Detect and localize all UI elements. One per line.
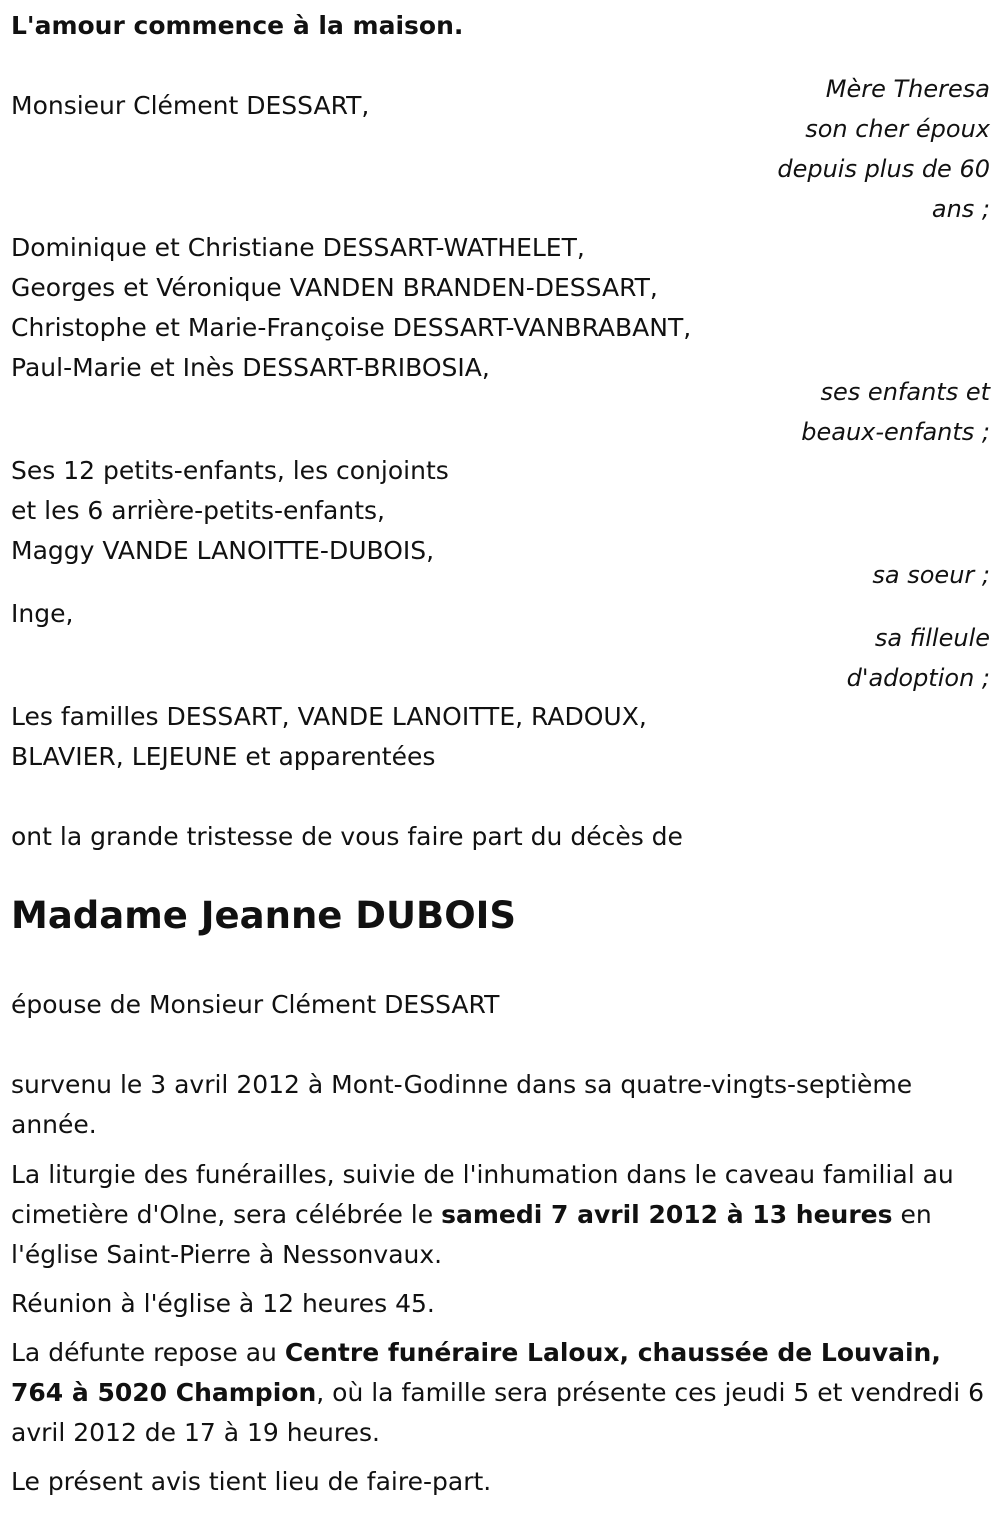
motto: L'amour commence à la maison.: [11, 11, 464, 40]
spouse-line: épouse de Monsieur Clément DESSART: [11, 990, 500, 1019]
goddaughter-role-line: d'adoption ;: [846, 664, 990, 692]
child-couple: Georges et Véronique VANDEN BRANDEN-DESSART,: [11, 273, 658, 302]
funeral-text-before: La liturgie des funérailles, suivie de l'inhumation dans le caveau familial au cimetière d'Olne, sera célébrée le: [11, 1160, 954, 1229]
husband-name: Monsieur Clément DESSART,: [11, 91, 370, 120]
husband-role-line: depuis plus de 60: [777, 155, 990, 183]
sister-role: sa soeur ;: [872, 561, 990, 589]
deceased-name: Madame Jeanne DUBOIS: [11, 894, 517, 937]
funeral-info: [11, 1155, 991, 1275]
funeral-date: samedi 7 avril 2012 à 13 heures: [441, 1200, 893, 1229]
funeral-text-after: en l'église Saint-Pierre à Nessonvaux.: [11, 1200, 932, 1269]
children-role: [801, 372, 990, 452]
child-couple: Dominique et Christiane DESSART-WATHELET,: [11, 233, 585, 262]
goddaughter-role: [847, 618, 990, 698]
husband-role-line: Mère Theresa: [825, 75, 990, 103]
closing-note: Le présent avis tient lieu de faire-part.: [11, 1467, 492, 1496]
sister-name: Maggy VANDE LANOITTE-DUBOIS,: [11, 536, 435, 565]
repose-place: Centre funéraire Laloux, chaussée de Louvain, 764 à 5020 Champion: [11, 1338, 941, 1407]
meeting-info: Réunion à l'église à 12 heures 45.: [11, 1289, 435, 1318]
death-info: survenu le 3 avril 2012 à Mont-Godinne dans sa quatre-vingts-septième année.: [11, 1070, 913, 1139]
repose-info: [11, 1333, 991, 1453]
child-couple: Paul-Marie et Inès DESSART-BRIBOSIA,: [11, 353, 490, 382]
announcement: ont la grande tristesse de vous faire part du décès de: [11, 822, 683, 851]
child-couple: Christophe et Marie-Françoise DESSART-VANBRABANT,: [11, 313, 692, 342]
families-line: Les familles DESSART, VANDE LANOITTE, RADOUX,: [11, 702, 647, 731]
children-role-line: ses enfants et: [820, 378, 990, 406]
husband-role: [777, 69, 990, 229]
repose-text-after: , où la famille sera présente ces jeudi 5 et vendredi 6 avril 2012 de 17 à 19 heures.: [11, 1378, 985, 1447]
husband-role-line: son cher époux: [805, 115, 990, 143]
goddaughter-role-line: sa filleule: [874, 624, 990, 652]
repose-text-before: La défunte repose au: [11, 1338, 285, 1367]
children-role-line: beaux-enfants ;: [801, 418, 990, 446]
goddaughter-name: Inge,: [11, 599, 74, 628]
husband-role-line: ans ;: [931, 195, 990, 223]
grandchildren-line: Ses 12 petits-enfants, les conjoints: [11, 456, 449, 485]
grandchildren-line: et les 6 arrière-petits-enfants,: [11, 496, 385, 525]
families-line: BLAVIER, LEJEUNE et apparentées: [11, 742, 436, 771]
